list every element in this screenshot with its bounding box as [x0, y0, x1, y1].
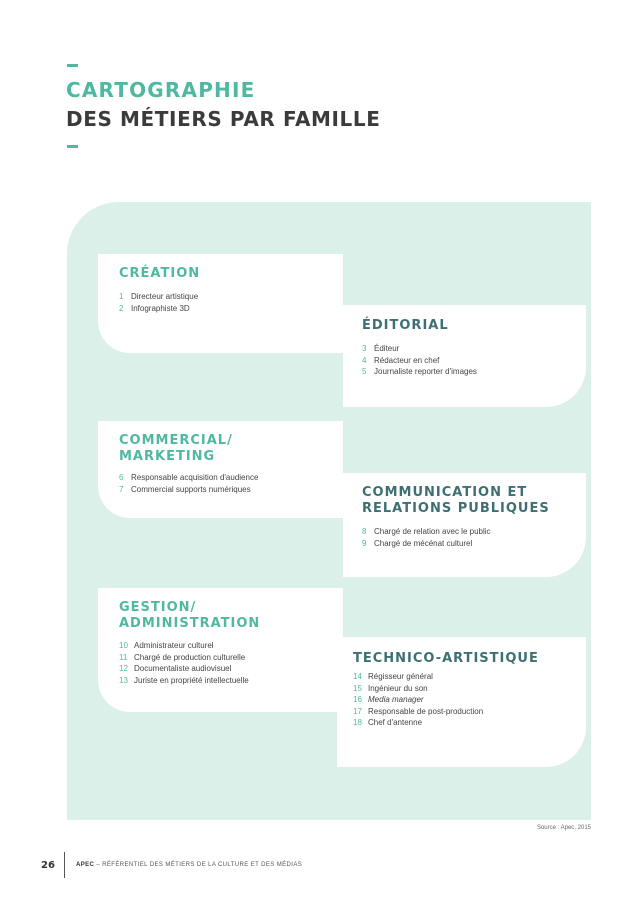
page-subtitle: DES MÉTIERS PAR FAMILLE — [66, 107, 381, 131]
footer-title: – RÉFÉRENTIEL DES MÉTIERS DE LA CULTURE ET DES MÉDIAS — [94, 862, 303, 868]
family-card-editorial — [343, 305, 586, 407]
job-item — [353, 717, 586, 729]
family-title-line: ADMINISTRATION — [119, 616, 261, 631]
family-title-line: MARKETING — [119, 449, 216, 464]
job-item — [362, 366, 586, 378]
family-card-creation — [98, 254, 343, 353]
job-label: Media manager — [368, 695, 424, 704]
job-item — [119, 484, 343, 496]
job-list — [362, 343, 586, 378]
job-item — [119, 472, 343, 484]
family-title-line: COMMERCIAL/ — [119, 433, 233, 448]
family-card-technico-artistique — [337, 637, 586, 767]
job-item — [353, 694, 586, 706]
family-title — [119, 266, 343, 282]
family-title-line: TECHNICO-ARTISTIQUE — [353, 651, 539, 666]
job-number: 5 — [362, 367, 367, 376]
job-label: Responsable de post-production — [368, 706, 484, 716]
family-title — [362, 485, 586, 517]
job-list — [119, 472, 343, 495]
job-number: 16 — [353, 695, 362, 704]
job-number: 2 — [119, 303, 124, 313]
page-title: CARTOGRAPHIE — [66, 78, 256, 102]
job-item — [353, 706, 586, 718]
page-number: 26 — [41, 860, 55, 871]
job-item — [362, 526, 586, 538]
title-dash-top — [67, 64, 78, 67]
job-label: Régisseur général — [368, 672, 433, 681]
job-item — [362, 355, 586, 367]
job-label: Chargé de production culturelle — [134, 652, 246, 662]
job-label: Juriste en propriété intellectuelle — [134, 675, 249, 685]
family-title-line: GESTION/ — [119, 600, 197, 615]
job-number: 15 — [353, 683, 362, 693]
family-title — [119, 600, 343, 632]
job-number: 12 — [119, 664, 128, 673]
job-label: Chef d'antenne — [368, 718, 423, 727]
families-panel — [67, 202, 591, 820]
job-number: 3 — [362, 344, 367, 353]
job-number: 8 — [362, 527, 367, 536]
job-item — [119, 652, 343, 664]
job-label: Éditeur — [374, 344, 400, 353]
job-number: 11 — [119, 652, 128, 662]
job-label: Chargé de mécénat culturel — [374, 538, 473, 548]
job-item — [362, 343, 586, 355]
job-number: 14 — [353, 672, 362, 681]
job-item — [119, 303, 343, 315]
family-card-gestion-administration — [98, 588, 343, 712]
family-title-line: RELATIONS PUBLIQUES — [362, 501, 550, 516]
job-label: Rédacteur en chef — [374, 355, 440, 365]
footer-divider — [64, 852, 65, 878]
job-label: Responsable acquisition d'audience — [131, 473, 259, 482]
family-card-commercial-marketing — [98, 421, 343, 518]
job-number: 10 — [119, 641, 128, 650]
family-title-line: CRÉATION — [119, 266, 201, 281]
job-number: 7 — [119, 484, 124, 494]
job-item — [119, 640, 343, 652]
job-list — [353, 671, 586, 729]
family-title-line: ÉDITORIAL — [362, 318, 449, 333]
job-label: Journaliste reporter d'images — [374, 367, 477, 376]
job-item — [353, 671, 586, 683]
job-label: Commercial supports numériques — [131, 484, 251, 494]
job-label: Administrateur culturel — [134, 641, 214, 650]
job-number: 18 — [353, 718, 362, 727]
job-list — [362, 526, 586, 549]
family-title-line: COMMUNICATION ET — [362, 485, 528, 500]
family-title — [119, 433, 343, 465]
job-label: Infographiste 3D — [131, 303, 190, 313]
job-item — [362, 538, 586, 550]
job-label: Documentaliste audiovisuel — [134, 664, 232, 673]
job-label: Directeur artistique — [131, 292, 199, 301]
job-number: 9 — [362, 538, 367, 548]
footer-brand: APEC — [76, 862, 95, 868]
job-label: Ingénieur du son — [368, 683, 428, 693]
job-list — [119, 640, 343, 686]
job-item — [119, 675, 343, 687]
footer-running-title — [76, 862, 302, 868]
job-item — [119, 291, 343, 303]
job-number: 13 — [119, 675, 128, 685]
family-title — [353, 651, 586, 667]
job-number: 4 — [362, 355, 367, 365]
title-dash-bottom — [67, 145, 78, 148]
job-item — [119, 663, 343, 675]
job-item — [353, 683, 586, 695]
family-title — [362, 318, 586, 334]
family-card-communication — [343, 473, 586, 577]
source-note: Source : Apec, 2015 — [536, 825, 591, 831]
job-number: 1 — [119, 292, 124, 301]
job-label: Chargé de relation avec le public — [374, 527, 491, 536]
job-list — [119, 291, 343, 314]
job-number: 17 — [353, 706, 362, 716]
job-number: 6 — [119, 473, 124, 482]
